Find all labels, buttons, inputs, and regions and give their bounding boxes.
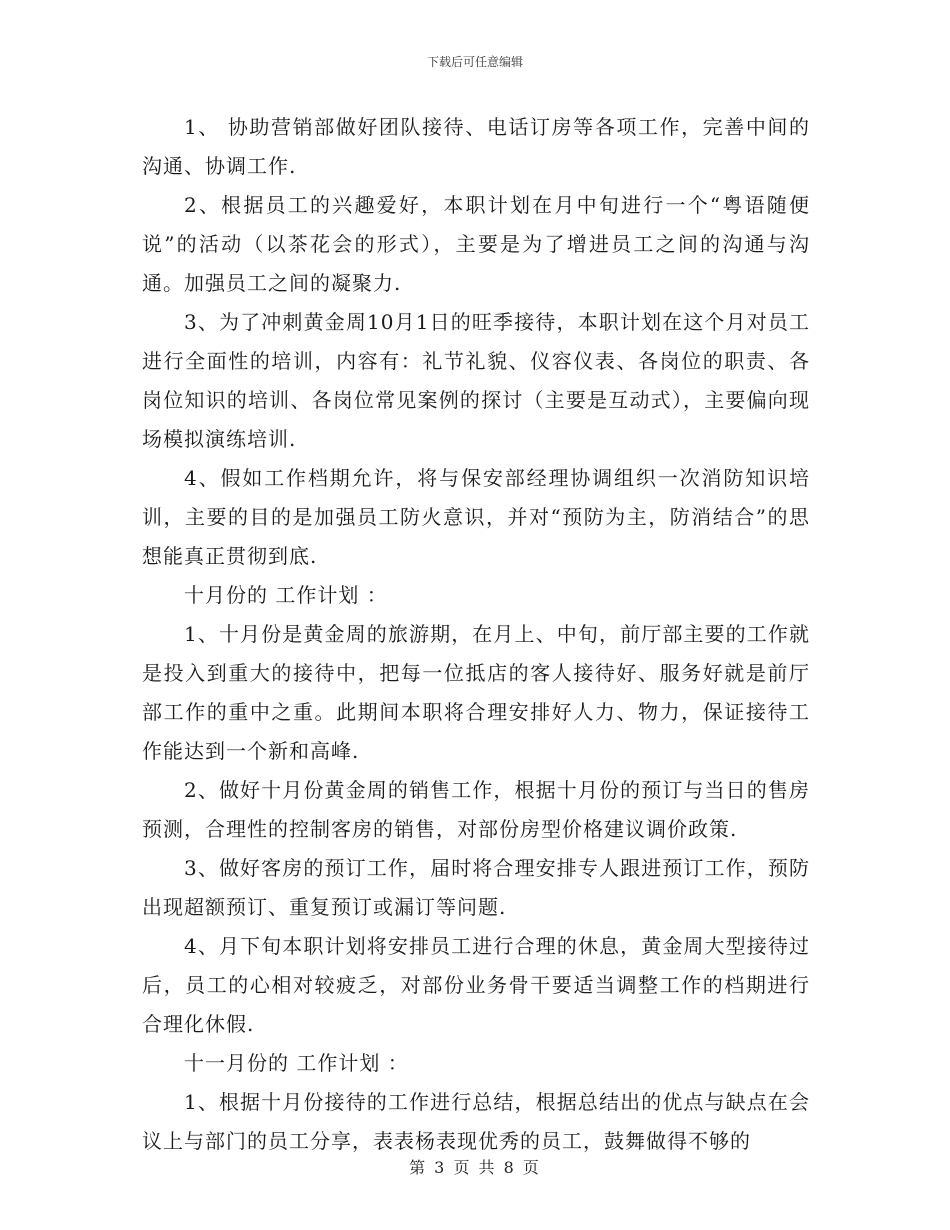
paragraph-4: 4、假如工作档期允许，将与保安部经理协调组织一次消防知识培训，主要的目的是加强员工防火意识，并对“预防为主，防消结合”的思想能真正贯彻到底. (142, 466, 810, 568)
paragraph-3: 3、为了冲刺黄金周10月1日的旺季接待，本职计划在这个月对员工进行全面性的培训，内容有：礼节礼貌、仪容仪表、各岗位的职责、各岗位知识的培训、各岗位常见案例的探讨（主要是互动式），主要偏向现场模拟演练培训. (142, 310, 810, 451)
page-number: 第 3 页 共 8 页 (409, 1158, 541, 1177)
paragraph-2: 2、根据员工的兴趣爱好，本职计划在月中旬进行一个“粤语随便说”的活动（以茶花会的形式），主要是为了增进员工之间的沟通与沟通。加强员工之间的凝聚力. (142, 193, 810, 295)
paragraph-9: 1、根据十月份接待的工作进行总结，根据总结出的优点与缺点在会议上与部门的员工分享，表表杨表现优秀的员工，鼓舞做得不够的 (142, 1090, 810, 1153)
section-title-october: 十月份的 工作计划 ： (184, 583, 388, 607)
paragraph-8: 4、月下旬本职计划将安排员工进行合理的休息，黄金周大型接待过后，员工的心相对较疲乏，对部份业务骨干要适当调整工作的档期进行合理化休假. (142, 934, 810, 1036)
document-body (142, 108, 810, 1161)
paragraph-6: 2、做好十月份黄金周的销售工作，根据十月份的预订与当日的售房预测，合理性的控制客房的销售，对部份房型价格建议调价政策. (142, 778, 810, 841)
paragraph-1: 1、 协助营销部做好团队接待、电话订房等各项工作，完善中间的沟通、协调工作. (142, 115, 810, 178)
section-title-november: 十一月份的 工作计划 ： (184, 1051, 409, 1075)
paragraph-7: 3、做好客房的预订工作，届时将合理安排专人跟进预订工作，预防出现超额预订、重复预订或漏订等问题. (142, 856, 810, 919)
page-header-note: 下载后可任意编辑 (426, 55, 523, 69)
paragraph-5: 1、十月份是黄金周的旅游期，在月上、中旬，前厅部主要的工作就是投入到重大的接待中，把每一位抵店的客人接待好、服务好就是前厅部工作的重中之重。此期间本职将合理安排好人力、物力，保证接待工作能达到一个新和高峰. (142, 622, 810, 763)
